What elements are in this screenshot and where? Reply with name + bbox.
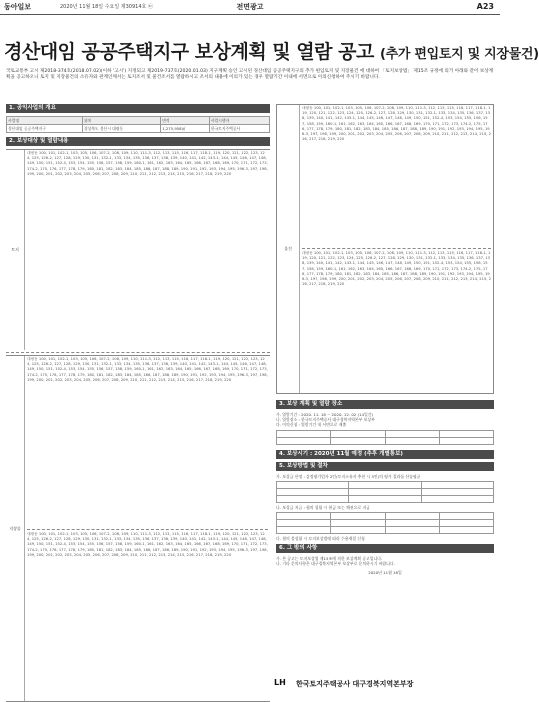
procedure-item: 다. 협의 불성립 시 토지보상법에 따라 수용재결 신청: [276, 536, 365, 542]
right-column: [276, 104, 494, 674]
divider: [302, 248, 491, 249]
overview-cell: 1,275,958㎡: [161, 125, 210, 133]
section-targets-heading: 2. 보상대상 및 열람내용: [6, 137, 270, 146]
page-number: A23: [476, 2, 494, 11]
section-misc-heading: 6. 그 밖의 사항: [276, 544, 494, 553]
newspaper-header: [0, 0, 500, 15]
notice-title-sub: (추가 편입토지 및 지장물건): [379, 47, 539, 62]
goods-row-label: 지장물: [6, 356, 25, 701]
section-label: 전면광고: [236, 3, 264, 11]
right-parcel-list: 대평동 100, 101, 102-1, 103, 105, 106, 107-2, 108, 109, 110, 111-3, 112, 113, 115, 116, 117, 118-1, 119, 120, 121, 122, 123, 124, 125, 126-2, 127, 128, 129, 130, 131, 132-1, 133, 134, 135, 136, 137, 138, 139, 140, 141, 142, 143-1, 144, 145, 146, 147, 148, 149, 150, 151, 152-4, 153, 154, 155, 156, 157, 158, 159, 160-1, 161, 162, 163, 164, 165, 166, 167, 168, 169, 170, 171, 172, 173, 174-2, 175, 176, 177, 178, 179, 180, 181, 182, 183, 184, 185, 186, 187, 188, 189, 190, 191, 192, 193, 194, 195, 196-3, 197, 198, 199, 200, 201, 202, 203, 204, 205, 206, 207, 208, 209, 210, 211, 212, 213, 214, 215, 216, 217, 218, 219, 220: [302, 106, 491, 142]
section-timing-heading: 4. 보상시기 : 2020년 11월 예정 (추후 개별통보): [276, 450, 494, 459]
newspaper-name: 동아일보: [4, 2, 32, 11]
goods-parcel-list: 대평동 100, 101, 102-1, 103, 105, 106, 107-2, 108, 109, 110, 111-3, 112, 113, 115, 116, 117, 118-1, 119, 120, 121, 122, 123, 124, 125, 126-2, 127, 128, 129, 130, 131, 132-1, 133, 134, 135, 136, 137, 138, 139, 140, 141, 142, 143-1, 144, 145, 146, 147, 148, 149, 150, 151, 152-4, 153, 154, 155, 156, 157, 158, 159, 160-1, 161, 162, 163, 164, 165, 166, 167, 168, 169, 170, 171, 172, 173, 174-2, 175, 176, 177, 178, 179, 180, 181, 182, 183, 184, 185, 186, 187, 188, 189, 190, 191, 192, 193, 194, 195, 196-3, 197, 198, 199, 200, 201, 202, 203, 204, 205, 206, 207, 208, 209, 210, 211, 212, 213, 214, 215, 216, 217, 218, 219, 220: [27, 357, 268, 382]
right-parcel-list-2: 대평동 100, 101, 102-1, 103, 105, 106, 107-2, 108, 109, 110, 111-3, 112, 113, 115, 116, 117, 118-1, 119, 120, 121, 122, 123, 124, 125, 126-2, 127, 128, 129, 130, 131, 132-1, 133, 134, 135, 136, 137, 138, 139, 140, 141, 142, 143-1, 144, 145, 146, 147, 148, 149, 150, 151, 152-4, 153, 154, 155, 156, 157, 158, 159, 160-1, 161, 162, 163, 164, 165, 166, 167, 168, 169, 170, 171, 172, 173, 174-2, 175, 176, 177, 178, 179, 180, 181, 182, 183, 184, 185, 186, 187, 188, 189, 190, 191, 192, 193, 194, 195, 196-3, 197, 198, 199, 200, 201, 202, 203, 204, 205, 206, 207, 208, 209, 210, 211, 212, 213, 214, 215, 216, 217, 218, 219, 220: [302, 251, 491, 287]
overview-table: [6, 116, 270, 133]
overview-cell: 경산대임 공공주택지구: [7, 125, 83, 133]
section-procedure-heading: 5. 보상방법 및 절차: [276, 462, 494, 471]
misc-item: 나. 기타 문의사항은 대구경북지역본부 보상부로 문의하시기 바랍니다.: [276, 561, 395, 567]
overview-header-cell: 면적: [161, 117, 210, 125]
procedure-table-2: [276, 512, 494, 534]
issuer-name: 한국토지주택공사 대구경북지역본부장: [296, 680, 414, 688]
left-column: [6, 104, 270, 674]
goods-parcel-list-2: 대평동 100, 101, 102-1, 103, 105, 106, 107-2, 108, 109, 110, 111-3, 112, 113, 115, 116, 117, 118-1, 119, 120, 121, 122, 123, 124, 125, 126-2, 127, 128, 129, 130, 131, 132-1, 133, 134, 135, 136, 137, 138, 139, 140, 141, 142, 143-1, 144, 145, 146, 147, 148, 149, 150, 151, 152-4, 153, 154, 155, 156, 157, 158, 159, 160-1, 161, 162, 163, 164, 165, 166, 167, 168, 169, 170, 171, 172, 173, 174-2, 175, 176, 177, 178, 179, 180, 181, 182, 183, 184, 185, 186, 187, 188, 189, 190, 191, 192, 193, 194, 195, 196-3, 197, 198, 199, 200, 201, 202, 203, 204, 205, 206, 207, 208, 209, 210, 211, 212, 213, 214, 215, 216, 217, 218, 219, 220: [27, 532, 268, 557]
land-list-block: [6, 149, 270, 350]
schedule-item: 다. 이의신청 : 열람기간 내 서면으로 제출: [276, 422, 347, 428]
overview-header-cell: 사업명: [7, 117, 83, 125]
land-parcel-list: 대평동 100, 101, 102-1, 103, 105, 106, 107-2, 108, 109, 110, 111-3, 112, 113, 115, 116, 117, 118-1, 119, 120, 121, 122, 123, 124, 125, 126-2, 127, 128, 129, 130, 131, 132-1, 133, 134, 135, 136, 137, 138, 139, 140, 141, 142, 143-1, 144, 145, 146, 147, 148, 149, 150, 151, 152-4, 153, 154, 155, 156, 157, 158, 159, 160-1, 161, 162, 163, 164, 165, 166, 167, 168, 169, 170, 171, 172, 173, 174-2, 175, 176, 177, 178, 179, 180, 181, 182, 183, 184, 185, 186, 187, 188, 189, 190, 191, 192, 193, 194, 195, 196-3, 197, 198, 199, 200, 201, 202, 203, 204, 205, 206, 207, 208, 209, 210, 211, 212, 213, 214, 215, 216, 217, 218, 219, 220: [27, 151, 268, 176]
overview-cell: 경상북도 경산시 대평동: [83, 125, 161, 133]
right-parcel-box: [276, 104, 494, 394]
right-row-label: 물건: [277, 105, 300, 393]
section-overview-heading: 1. 공익사업의 개요: [6, 104, 270, 113]
notice-title-main: 경산대임 공공주택지구 보상계획 및 열람 공고: [4, 41, 374, 63]
procedure-item: 나. 보상금 지급 : 협의 성립 시 현금 또는 채권으로 지급: [276, 504, 370, 510]
procedure-item: 가. 보상금 산정 : 감정평가업자 2인(토지소유자 추천 시 3인)의 평가 결과를 산술평균: [276, 473, 421, 479]
schedule-table: [276, 430, 494, 445]
section-schedule-heading: 3. 보상 계획 및 열람 장소: [276, 400, 494, 409]
divider: [27, 529, 268, 530]
procedure-table: [276, 481, 494, 503]
overview-header-cell: 위치: [83, 117, 161, 125]
overview-cell: 한국토지주택공사: [209, 125, 269, 133]
notice-title: [4, 37, 539, 67]
overview-header-cell: 사업시행자: [209, 117, 269, 125]
lh-logo: LH: [274, 678, 286, 687]
notice-footer: [0, 675, 500, 691]
goods-list-block: [6, 355, 270, 702]
schedule-item: 나. 열람장소 : 한국토지주택공사 대구경북지역본부 보상부: [276, 417, 375, 423]
misc-item: 가. 본 공고는 토지보상법 제15조에 의한 보상계획 공고입니다.: [276, 556, 383, 562]
notice-date: 2020년 11월 18일: [368, 569, 402, 575]
divider: [6, 352, 270, 353]
schedule-item: 가. 열람기간 : 2020. 11. 18 ~ 2020. 12. 02 (14일간): [276, 412, 374, 417]
intro-paragraph: 국토교통부 고시 제2018-374호(2018.07.02)(이하 '고시') 지정되고 제2019-737호(2020.01.03) 지구계획 승인 고시된 경산대임 공공주택지구의 추가 편입토지 및 지장물건 에 대하여 「토지보상법」 제15조 규정에 의거 아래와 같이 보상계획을 공고하오니 토지 및 지장물건의 소유자와 관계인께서는 토지조서 및 물건조서를 열람하시고 조서의 내용에 이의가 있는 경우 열람기간 이내에 서면으로 이의신청하여 주시기 바랍니다.: [6, 69, 494, 81]
issue-date: 2020년 11월 18일 수요일 제30914호 ㉢: [60, 4, 153, 10]
land-row-label: 토지: [6, 150, 25, 350]
